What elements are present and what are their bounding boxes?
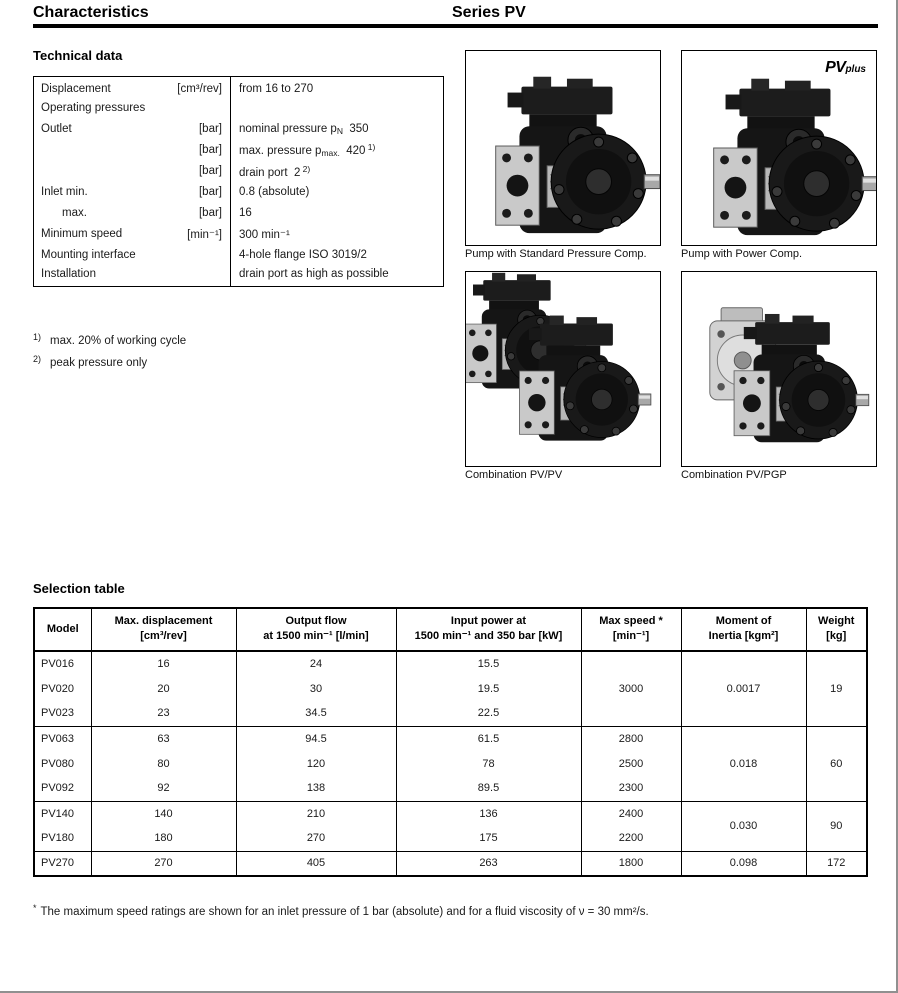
displacement-cell: 270	[91, 851, 236, 876]
value-text: 300 min⁻¹	[239, 229, 290, 241]
value-superscript: 2)	[302, 163, 311, 174]
table-row	[34, 161, 444, 182]
spec-unit: [cm³/rev]	[177, 83, 222, 96]
footnote-marker: 2)	[33, 354, 42, 364]
weight-cell: 90	[806, 801, 867, 851]
table-row	[34, 119, 444, 140]
displacement-cell: 20	[91, 676, 236, 701]
spec-value	[231, 182, 444, 203]
model-cell: PV270	[34, 851, 91, 876]
value-subscript: N	[336, 125, 343, 136]
value-text: 420	[339, 145, 368, 157]
header-line: Model	[46, 622, 79, 635]
displacement-cell: 16	[91, 651, 236, 676]
power-cell: 136	[396, 801, 581, 826]
header-line: Inertia [kgm²]	[708, 630, 779, 642]
pump-image-standard-pressure-comp	[465, 50, 661, 246]
column-header-inertia	[681, 608, 806, 651]
power-cell: 175	[396, 826, 581, 851]
header-line: Moment of	[715, 615, 772, 627]
gallery-cell	[465, 271, 661, 481]
footnote-text: The maximum speed ratings are shown for an inlet pressure of 1 bar (absolute) and for a fluid viscosity of ν = 30 mm²/s.	[40, 906, 649, 918]
spec-label: Operating pressures	[41, 102, 146, 114]
flow-cell: 24	[236, 651, 396, 676]
model-cell: PV023	[34, 701, 91, 726]
header-line: [min⁻¹]	[612, 630, 650, 642]
header-line: Weight	[818, 615, 855, 627]
header-line: Max speed *	[599, 615, 663, 627]
page-title-right: Series PV	[452, 4, 526, 21]
spec-value	[231, 119, 444, 140]
header-rule	[33, 24, 878, 28]
spec-label	[34, 140, 162, 161]
speed-cell: 3000	[581, 651, 681, 726]
power-cell: 61.5	[396, 726, 581, 751]
spec-label: Installation	[41, 267, 96, 280]
spec-label: Displacement	[41, 83, 111, 96]
flow-cell: 405	[236, 851, 396, 876]
spec-unit: [bar]	[198, 207, 222, 219]
speed-cell: 2500	[581, 751, 681, 776]
image-caption: Combination PV/PGP	[681, 469, 787, 481]
table-row	[34, 224, 444, 245]
pv-pgp-combination-illustration	[682, 272, 876, 466]
speed-cell: 2800	[581, 726, 681, 751]
column-header-weight	[806, 608, 867, 651]
weight-cell: 60	[806, 726, 867, 801]
value-text: max. pressure p	[239, 145, 322, 157]
table-row	[34, 140, 444, 161]
column-header-displacement	[91, 608, 236, 651]
spec-value	[231, 98, 444, 119]
product-image-gallery	[465, 50, 877, 481]
spec-unit: [bar]	[198, 123, 222, 135]
spec-unit: [min⁻¹]	[187, 229, 222, 241]
inertia-cell: 0.098	[681, 851, 806, 876]
gallery-cell	[681, 50, 877, 260]
inertia-cell: 0.030	[681, 801, 806, 851]
pv-pump-illustration	[682, 51, 876, 245]
gallery-cell	[465, 50, 661, 260]
column-header-output-flow	[236, 608, 396, 651]
table-row	[34, 266, 444, 287]
value-text: 4-hole flange ISO 3019/2	[239, 249, 367, 261]
spec-unit	[162, 266, 231, 287]
spec-unit: [bar]	[198, 186, 222, 198]
spec-unit: [bar]	[198, 165, 222, 177]
power-cell: 15.5	[396, 651, 581, 676]
table-row	[34, 245, 444, 266]
header-line: at 1500 min⁻¹ [l/min]	[263, 630, 369, 642]
weight-cell: 19	[806, 651, 867, 726]
column-header-max-speed	[581, 608, 681, 651]
weight-cell: 172	[806, 851, 867, 876]
speed-cell: 2200	[581, 826, 681, 851]
model-cell: PV080	[34, 751, 91, 776]
value-text: drain port as high as possible	[239, 267, 389, 280]
image-caption: Combination PV/PV	[465, 469, 563, 481]
table-row	[34, 651, 867, 676]
value-text: 16	[239, 207, 252, 219]
pvplus-logo-main: PV	[825, 59, 846, 76]
inertia-cell: 0.018	[681, 726, 806, 801]
power-cell: 78	[396, 751, 581, 776]
footnote	[33, 328, 186, 350]
displacement-cell: 92	[91, 776, 236, 801]
flow-cell: 120	[236, 751, 396, 776]
header-row	[34, 608, 867, 651]
spec-value	[231, 77, 444, 98]
model-cell: PV020	[34, 676, 91, 701]
power-cell: 22.5	[396, 701, 581, 726]
flow-cell: 34.5	[236, 701, 396, 726]
header-line: [kg]	[826, 630, 847, 642]
header-line: [cm³/rev]	[140, 630, 187, 642]
technical-data-table	[33, 76, 444, 287]
flow-cell: 30	[236, 676, 396, 701]
power-cell: 19.5	[396, 676, 581, 701]
displacement-cell: 63	[91, 726, 236, 751]
value-superscript: 1)	[367, 142, 376, 152]
model-group-3	[34, 801, 867, 851]
pvplus-logo	[825, 59, 866, 77]
value-text: from 16 to 270	[239, 83, 314, 96]
table-row	[34, 77, 444, 98]
table-row	[34, 801, 867, 826]
pv-pump-illustration	[466, 51, 660, 245]
table-row	[34, 851, 867, 876]
spec-unit	[162, 245, 231, 266]
technical-footnotes	[33, 328, 186, 372]
selection-table	[33, 607, 868, 877]
technical-data-heading: Technical data	[33, 48, 123, 63]
page-title-left: Characteristics	[33, 4, 149, 21]
value-text: drain port 2	[239, 166, 303, 179]
pump-image-combination-pv-pgp	[681, 271, 877, 467]
spec-label: max.	[62, 207, 87, 219]
speed-cell: 1800	[581, 851, 681, 876]
image-caption: Pump with Power Comp.	[681, 248, 803, 260]
spec-label: Outlet	[41, 123, 72, 135]
spec-value	[231, 266, 444, 287]
flow-cell: 270	[236, 826, 396, 851]
pump-image-combination-pv-pv	[465, 271, 661, 467]
footnote-marker: 1)	[33, 332, 42, 342]
model-cell: PV180	[34, 826, 91, 851]
flow-cell: 210	[236, 801, 396, 826]
spec-value	[231, 245, 444, 266]
model-cell: PV063	[34, 726, 91, 751]
spec-label: Minimum speed	[41, 228, 123, 240]
table-row	[34, 182, 444, 203]
table-row	[34, 98, 444, 119]
model-group-2	[34, 726, 867, 801]
value-text: 0.8 (absolute)	[239, 186, 310, 198]
model-cell: PV092	[34, 776, 91, 801]
displacement-cell: 80	[91, 751, 236, 776]
displacement-cell: 23	[91, 701, 236, 726]
displacement-cell: 180	[91, 826, 236, 851]
power-cell: 89.5	[396, 776, 581, 801]
displacement-cell: 140	[91, 801, 236, 826]
spec-value	[231, 224, 444, 245]
pump-image-power-comp	[681, 50, 877, 246]
gallery-cell	[681, 271, 877, 481]
flow-cell: 138	[236, 776, 396, 801]
model-cell: PV016	[34, 651, 91, 676]
pv-pv-combination-illustration	[466, 272, 660, 466]
footnote-text: max. 20% of working cycle	[50, 335, 187, 347]
spec-value	[231, 203, 444, 224]
spec-label	[34, 161, 162, 182]
footnote	[33, 350, 186, 372]
model-cell: PV140	[34, 801, 91, 826]
pvplus-logo-suffix: plus	[845, 64, 866, 75]
spec-label: Mounting interface	[41, 249, 136, 261]
selection-table-footnote	[33, 903, 649, 918]
spec-value	[231, 140, 444, 161]
inertia-cell: 0.0017	[681, 651, 806, 726]
model-group-1	[34, 651, 867, 726]
model-group-4	[34, 851, 867, 876]
header-line: Max. displacement	[114, 615, 213, 627]
power-cell: 263	[396, 851, 581, 876]
footnote-text: peak pressure only	[50, 357, 148, 369]
table-row	[34, 726, 867, 751]
speed-cell: 2400	[581, 801, 681, 826]
footnote-marker: *	[33, 903, 37, 913]
image-caption: Pump with Standard Pressure Comp.	[465, 248, 647, 260]
spec-value	[231, 161, 444, 182]
value-text: nominal pressure p	[239, 122, 337, 135]
header-line: 1500 min⁻¹ and 350 bar [kW]	[414, 630, 563, 642]
value-text: 350	[342, 122, 369, 135]
selection-table-heading: Selection table	[33, 581, 125, 596]
value-subscript: max.	[321, 148, 340, 158]
header-line: Input power at	[450, 615, 527, 627]
header-line: Output flow	[285, 615, 347, 627]
spec-unit	[162, 98, 231, 119]
column-header-model	[34, 608, 91, 651]
spec-unit: [bar]	[198, 144, 222, 156]
table-row	[34, 203, 444, 224]
column-header-input-power	[396, 608, 581, 651]
speed-cell: 2300	[581, 776, 681, 801]
flow-cell: 94.5	[236, 726, 396, 751]
spec-label: Inlet min.	[41, 186, 88, 198]
